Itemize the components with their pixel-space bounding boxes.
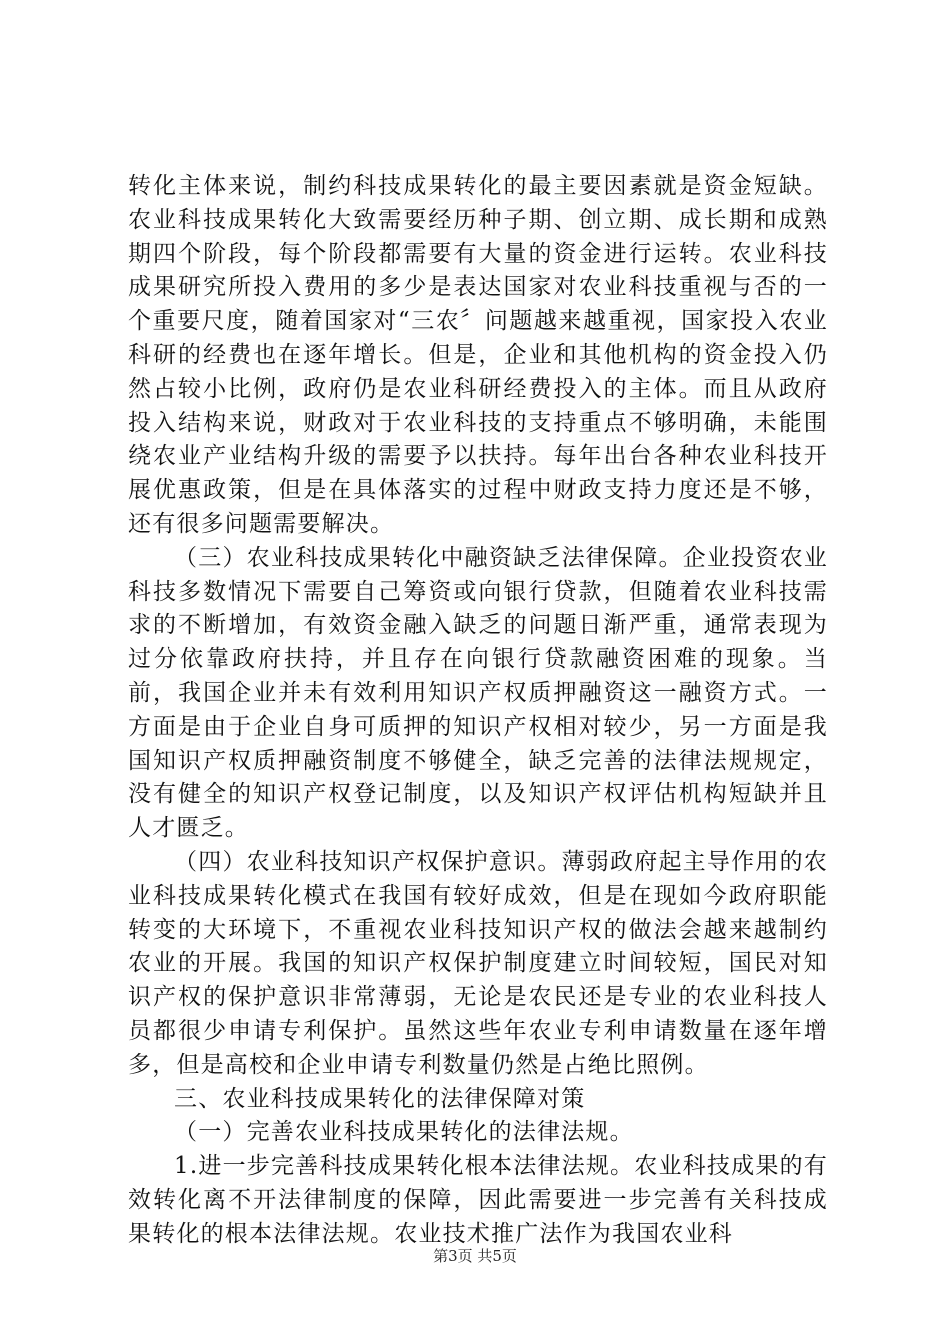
section-heading-legal-countermeasures: 三、农业科技成果转化的法律保障对策	[174, 1085, 586, 1112]
document-body	[128, 170, 828, 1252]
page-number: 第3页 共5页	[433, 1247, 517, 1265]
paragraph-funding-shortage: 转化主体来说，制约科技成果转化的最主要因素就是资金短缺。农业科技成果转化大致需要经历种子期、创立期、成长期和成熟期四个阶段，每个阶段都需要有大量的资金进行运转。农业科技成果研究所投入费用的多少是表达国家对农业科技重视与否的一个重要尺度，随着国家对“三农〞问题越来越重视，国家投入农业科研的经费也在逐年增长。但是，企业和其他机构的资金投入仍然占较小比例，政府仍是农业科研经费投入的主体。而且从政府投入结构来说，财政对于农业科技的支持重点不够明确，未能围绕农业产业结构升级的需要予以扶持。每年出台各种农业科技开展优惠政策，但是在具体落实的过程中财政支持力度还是不够，还有很多问题需要解决。	[128, 173, 828, 537]
subsection-heading-improve-laws: （一）完善农业科技成果转化的法律法规。	[174, 1119, 634, 1146]
paragraph-ip-protection-awareness: （四）农业科技知识产权保护意识。薄弱政府起主导作用的农业科技成果转化模式在我国有较好成效，但是在现如今政府职能转变的大环境下，不重视农业科技知识产权的做法会越来越制约农业的开展。我国的知识产权保护制度建立时间较短，国民对知识产权的保护意识非常薄弱，无论是农民还是专业的农业科技人员都很少申请专利保护。虽然这些年农业专利申请数量在逐年增多，但是高校和企业申请专利数量仍然是占绝比照例。	[128, 848, 828, 1078]
paragraph-improve-basic-laws: 1.进一步完善科技成果转化根本法律法规。农业科技成果的有效转化离不开法律制度的保障，因此需要进一步完善有关科技成果转化的根本法律法规。农业技术推广法作为我国农业科	[128, 1153, 828, 1247]
page-footer	[0, 1246, 950, 1266]
paragraph-financing-legal-guarantee: （三）农业科技成果转化中融资缺乏法律保障。企业投资农业科技多数情况下需要自己筹资或向银行贷款，但随着农业科技需求的不断增加，有效资金融入缺乏的问题日渐严重，通常表现为过分依靠政府扶持，并且存在向银行贷款融资困难的现象。当前，我国企业并未有效利用知识产权质押融资这一融资方式。一方面是由于企业自身可质押的知识产权相对较少，另一方面是我国知识产权质押融资制度不够健全，缺乏完善的法律法规规定，没有健全的知识产权登记制度，以及知识产权评估机构短缺并且人才匮乏。	[128, 544, 828, 842]
